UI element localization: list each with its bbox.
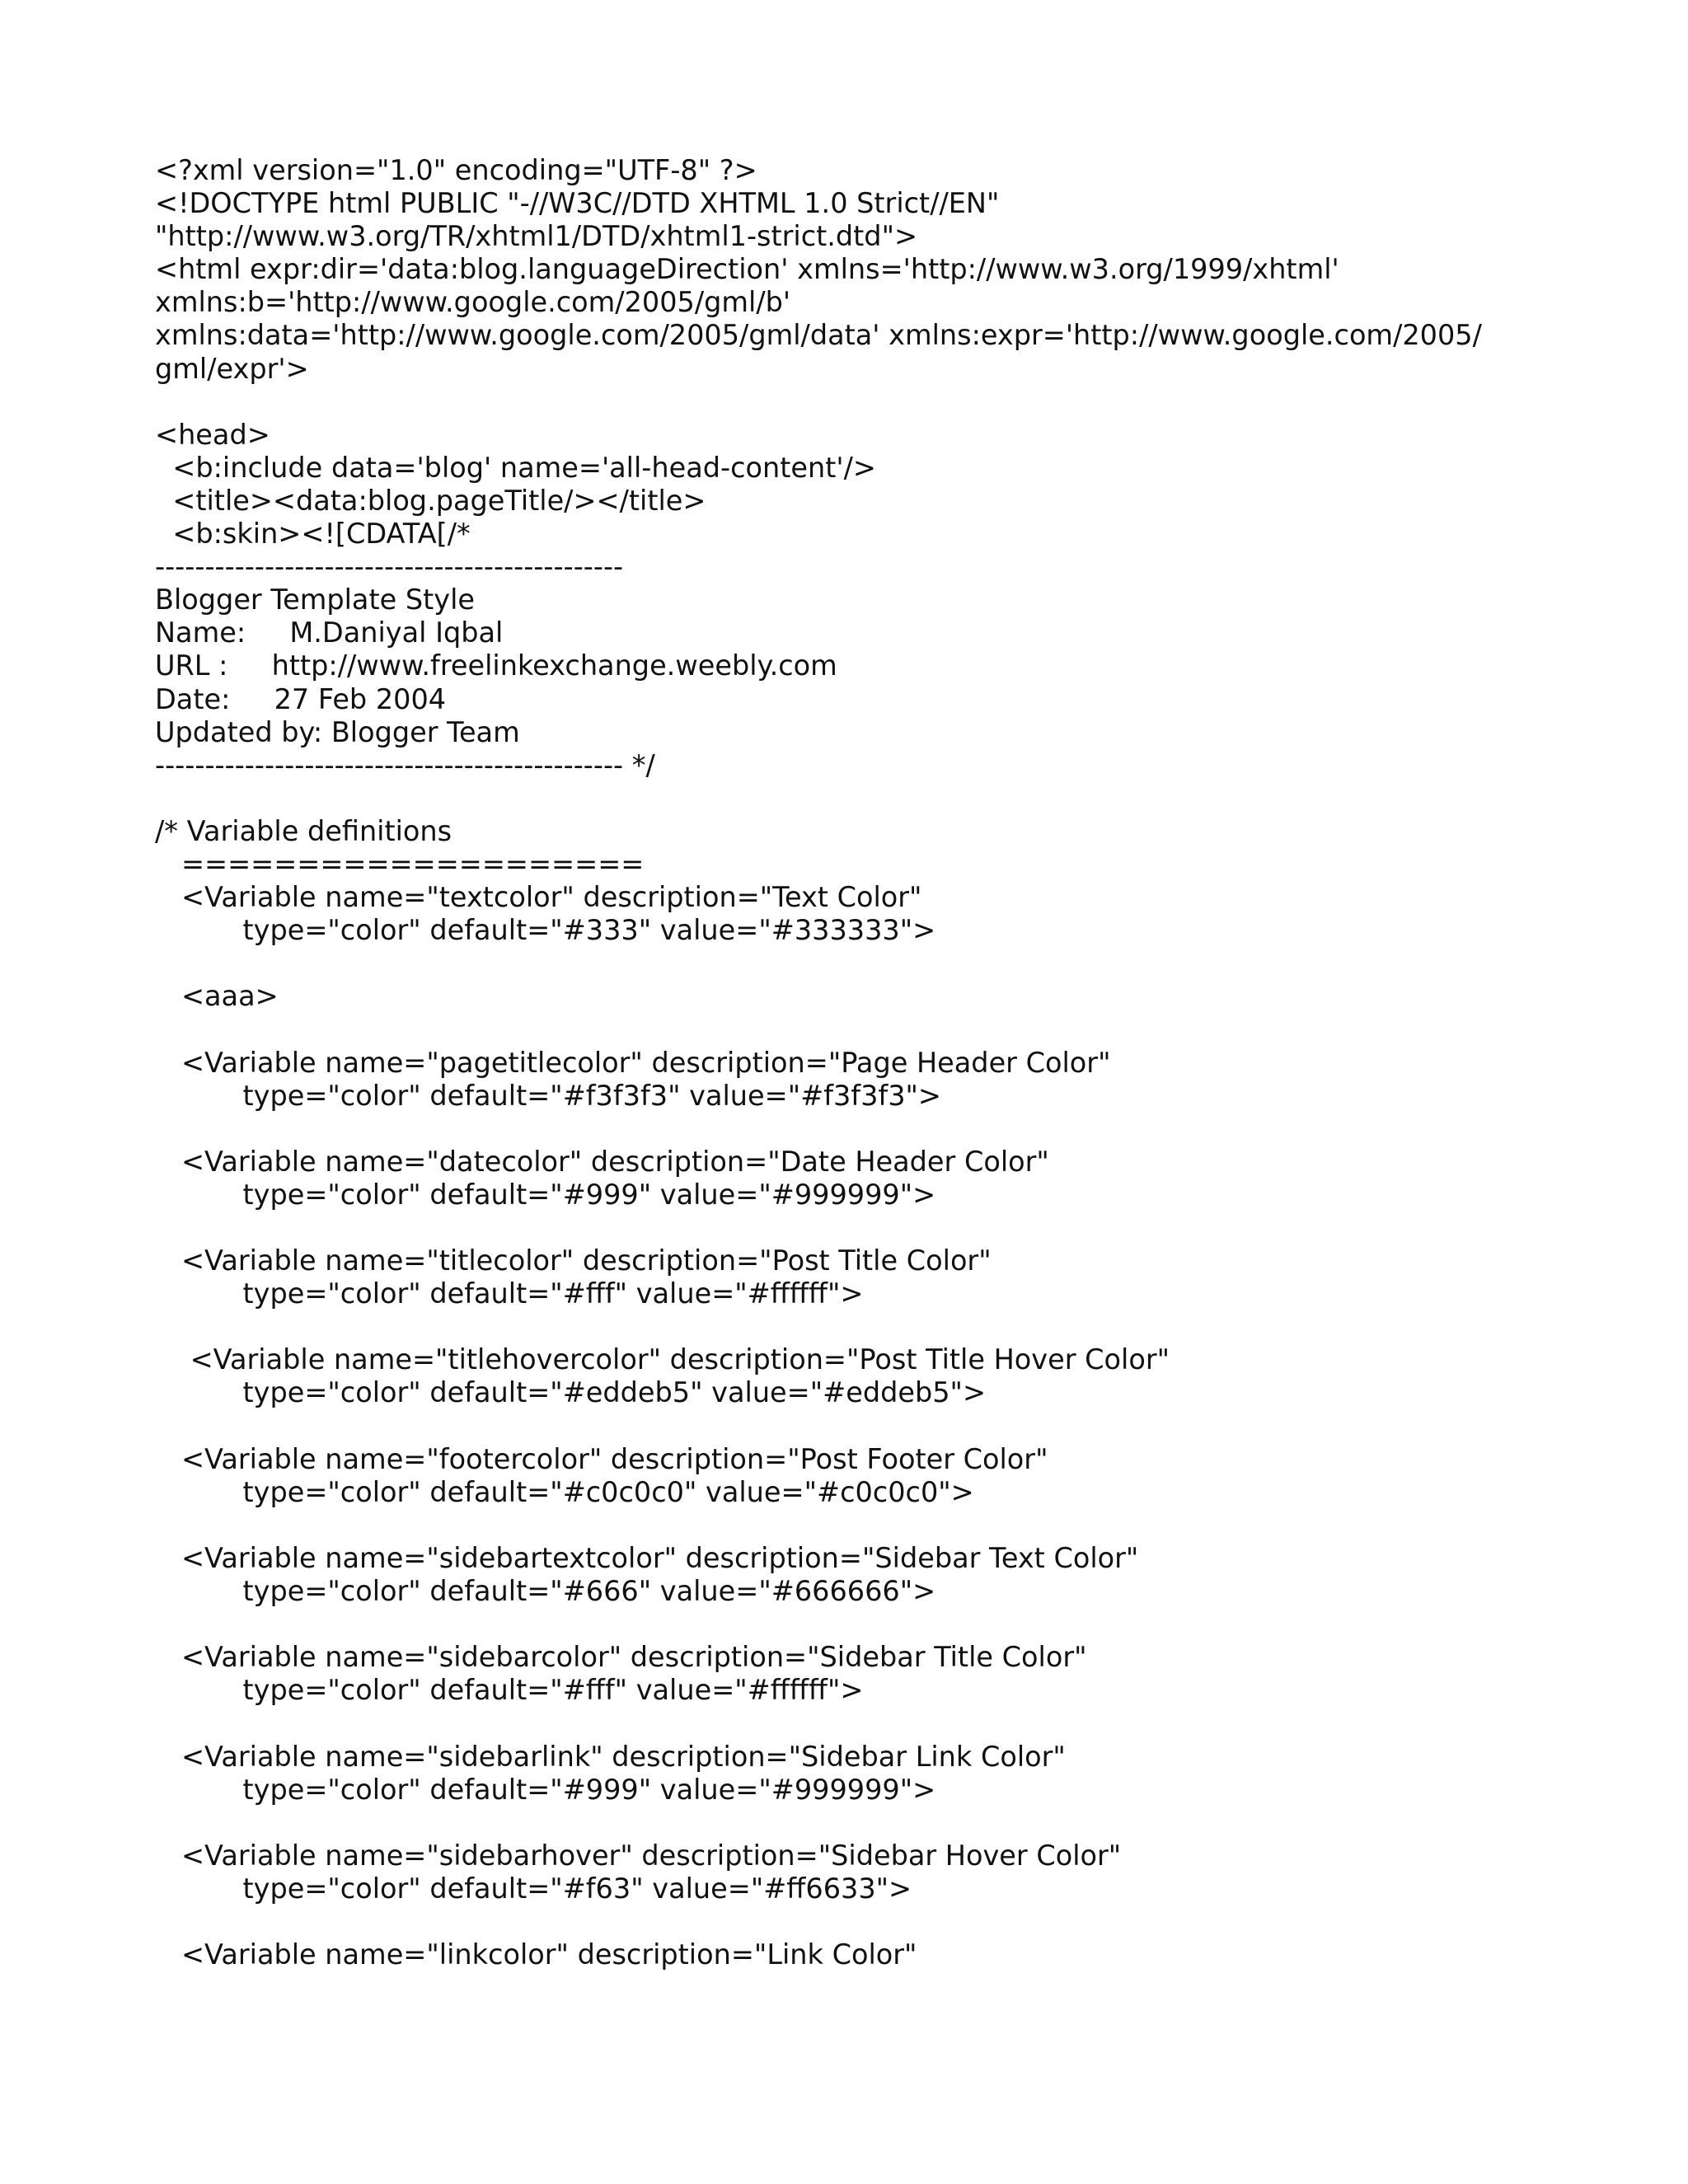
- text-line: <Variable name="pagetitlecolor" description="Page Header Color": [155, 1046, 1111, 1079]
- text-line: <Variable name="textcolor" description="Text Color": [155, 881, 922, 914]
- blank-line: [155, 1807, 1556, 1840]
- text-line: <?xml version="1.0" encoding="UTF-8" ?>: [155, 154, 757, 186]
- text-line: Updated by: Blogger Team: [155, 715, 520, 748]
- text-line: type="color" default="#333" value="#333333">: [155, 914, 936, 947]
- text-line: type="color" default="#666" value="#666666">: [155, 1575, 936, 1608]
- blank-line: [155, 782, 1556, 815]
- text-line: type="color" default="#fff" value="#ffffff">: [155, 1674, 864, 1707]
- text-line: <aaa>: [155, 980, 279, 1013]
- text-line: <html expr:dir='data:blog.languageDirection' xmlns='http://www.w3.org/1999/xhtml': [155, 253, 1339, 286]
- text-line: <Variable name="footercolor" description="Post Footer Color": [155, 1442, 1048, 1475]
- text-line: type="color" default="#eddeb5" value="#eddeb5">: [155, 1376, 987, 1409]
- blank-line: [155, 1905, 1556, 1938]
- text-line: <head>: [155, 418, 270, 451]
- text-line: type="color" default="#999" value="#999999">: [155, 1773, 936, 1806]
- text-line: type="color" default="#f63" value="#ff6633">: [155, 1872, 912, 1905]
- text-line: URL : http://www.freelinkexchange.weebly.com: [155, 649, 837, 682]
- blank-line: [155, 1013, 1556, 1046]
- blank-line: [155, 1608, 1556, 1641]
- text-line: type="color" default="#fff" value="#ffffff">: [155, 1277, 864, 1310]
- text-line: <Variable name="datecolor" description="Date Header Color": [155, 1145, 1049, 1178]
- text-line: <Variable name="sidebarlink" description="Sidebar Link Color": [155, 1740, 1066, 1773]
- blank-line: [155, 386, 1556, 419]
- text-line: <title><data:blog.pageTitle/></title>: [155, 484, 706, 517]
- text-line: gml/expr'>: [155, 352, 309, 385]
- text-line: <Variable name="linkcolor" description="Link Color": [155, 1938, 917, 1971]
- text-line: /* Variable definitions: [155, 814, 452, 847]
- text-line: <Variable name="titlehovercolor" description="Post Title Hover Color": [155, 1343, 1170, 1376]
- divider-line: ----------------------------------------------- */: [155, 748, 655, 781]
- text-line: Date: 27 Feb 2004: [155, 682, 447, 715]
- text-line: type="color" default="#c0c0c0" value="#c0c0c0">: [155, 1475, 974, 1508]
- text-line: xmlns:b='http://www.google.com/2005/gml/b': [155, 286, 791, 319]
- divider-line: -----------------------------------------------: [155, 551, 624, 583]
- blank-line: [155, 1707, 1556, 1740]
- text-line: <Variable name="sidebarhover" description="Sidebar Hover Color": [155, 1839, 1122, 1872]
- text-line: xmlns:data='http://www.google.com/2005/gml/data' xmlns:expr='http://www.google.com/2005/: [155, 319, 1482, 352]
- document-page: [155, 154, 1556, 1971]
- blank-line: [155, 1212, 1556, 1244]
- text-line: "http://www.w3.org/TR/xhtml1/DTD/xhtml1-strict.dtd">: [155, 220, 918, 253]
- text-line: <b:skin><![CDATA[/*: [155, 518, 471, 551]
- blank-line: [155, 1509, 1556, 1542]
- text-line: <Variable name="sidebarcolor" description="Sidebar Title Color": [155, 1641, 1087, 1674]
- blank-line: [155, 947, 1556, 980]
- text-line: type="color" default="#999" value="#999999">: [155, 1178, 936, 1211]
- text-line: Blogger Template Style: [155, 583, 475, 616]
- text-line: <Variable name="titlecolor" description="Post Title Color": [155, 1244, 992, 1277]
- text-line: Name: M.Daniyal Iqbal: [155, 616, 504, 649]
- text-line: <Variable name="sidebartextcolor" description="Sidebar Text Color": [155, 1541, 1139, 1574]
- blank-line: [155, 1113, 1556, 1146]
- text-line: <b:include data='blog' name='all-head-content'/>: [155, 451, 876, 484]
- text-line: type="color" default="#f3f3f3" value="#f3f3f3">: [155, 1079, 941, 1112]
- blank-line: [155, 1410, 1556, 1443]
- text-line: <!DOCTYPE html PUBLIC "-//W3C//DTD XHTML 1.0 Strict//EN": [155, 187, 1000, 220]
- text-line: ====================: [155, 847, 645, 880]
- blank-line: [155, 1310, 1556, 1343]
